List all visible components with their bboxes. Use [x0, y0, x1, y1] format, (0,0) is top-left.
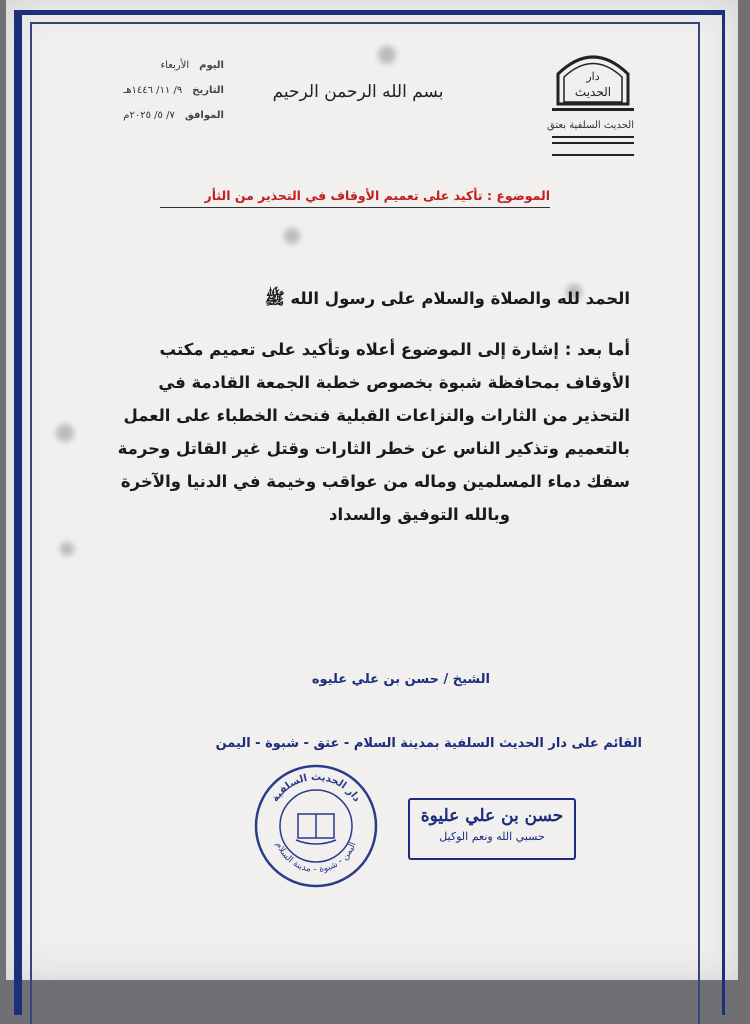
signature-name: حسن بن علي عليوه: [311, 672, 439, 687]
round-stamp: [252, 764, 380, 888]
svg-text:الحديث: الحديث: [574, 85, 612, 99]
signature-title: الشيخ /: [443, 672, 490, 687]
body-line: الأوقاف بمحافظة شبوة بخصوص خطبة الجمعة القادمة في: [158, 373, 630, 392]
date-value: ٧/ ٥/ ٢٠٢٥م: [123, 110, 175, 121]
stamp-bottom-text: اليمن - شبوة - مدينة السلام: [273, 840, 359, 876]
logo-subtitle: الحديث السلفية بعتق: [547, 120, 634, 131]
institution-logo: [548, 44, 638, 174]
date-value: ٩/ ١١/ ١٤٤٦هـ: [123, 85, 183, 96]
subject-line: [160, 188, 550, 208]
date-label: الموافق: [184, 110, 224, 121]
body-line: بالتعميم وتذكير الناس عن خطر الثارات وقتل غير القاتل وحرمة: [117, 439, 630, 458]
basmala: بسم الله الرحمن الرحيم: [272, 82, 444, 102]
smudge: [378, 46, 396, 64]
body-line: التحذير من الثارات والنزاعات القبلية فنحث الخطباء على العمل: [123, 406, 630, 425]
signature-line: [270, 672, 490, 687]
date-row-hijri: [84, 85, 224, 96]
name-stamp: [408, 798, 576, 860]
subject-label: الموضوع :: [486, 188, 550, 203]
date-label: التاريخ: [192, 85, 224, 96]
date-row-day: [84, 60, 224, 71]
svg-text:دار: دار: [586, 70, 600, 83]
body-line: سفك دماء المسلمين وماله من عواقب وخيمة في الدنيا والآخرة: [120, 472, 630, 491]
date-row-gregorian: [84, 110, 224, 121]
institution-footer: القائم على دار الحديث السلفية بمدينة السلام - عتق - شبوة - اليمن: [215, 736, 642, 751]
body-line: أما بعد : إشارة إلى الموضوع أعلاه وتأكيد على تعميم مكتب: [159, 340, 630, 359]
smudge: [60, 542, 74, 556]
date-block: [84, 60, 224, 135]
date-label: اليوم: [199, 60, 224, 71]
stamp-top-text: دار الحديث السلفية: [269, 771, 363, 805]
subject-text: تأكيد على تعميم الأوقاف في التحذير من الثأر: [204, 188, 483, 203]
stamp-name: حسن بن علي عليوة: [420, 806, 564, 826]
body-line: وبالله التوفيق والسداد: [329, 505, 510, 524]
smudge: [284, 228, 300, 244]
smudge: [56, 424, 74, 442]
body-line: الحمد لله والصلاة والسلام على رسول الله ﷺ: [264, 289, 630, 308]
letter-body: [90, 282, 630, 531]
stamp-motto: حسبي الله ونعم الوكيل: [439, 830, 545, 843]
date-value: الأربعاء: [160, 60, 190, 71]
